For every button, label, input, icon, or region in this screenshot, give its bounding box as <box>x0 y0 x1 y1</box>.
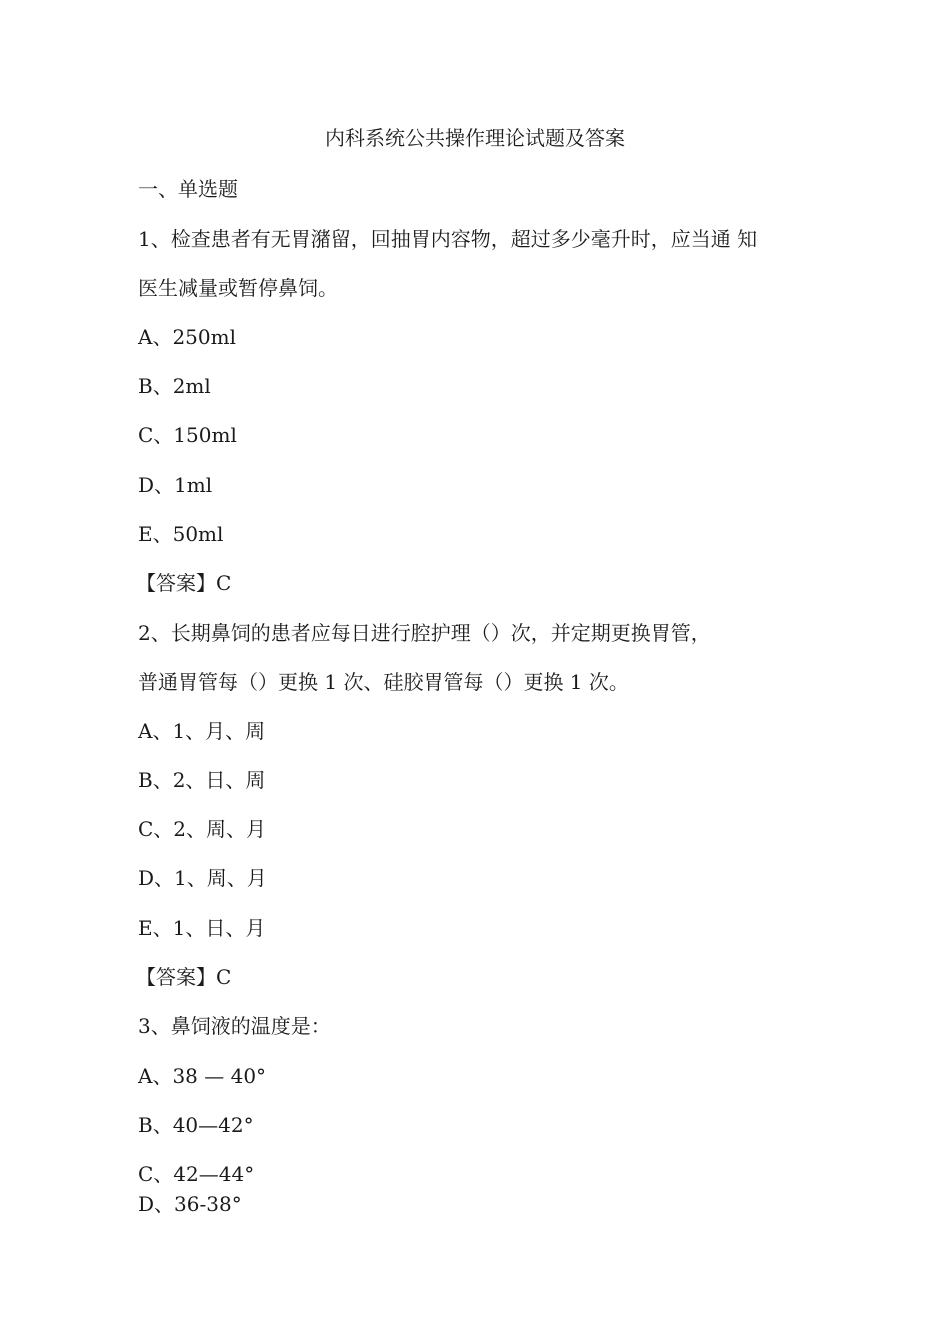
question-2-answer: 【答案】C <box>136 965 232 989</box>
question-3-option-a: A、38 — 40° <box>138 1064 267 1088</box>
document-title: 内科系统公共操作理论试题及答案 <box>325 126 625 150</box>
question-2-option-e: E、1、日、月 <box>138 916 266 940</box>
question-1-option-d: D、1ml <box>138 473 213 497</box>
question-3-option-c: C、42—44° <box>138 1162 255 1186</box>
question-2-option-c: C、2、周、月 <box>138 817 267 841</box>
question-2-stem-line-2: 普通胃管每（）更换 1 次、硅胶胃管每（）更换 1 次。 <box>138 670 629 694</box>
question-1-stem-line-2: 医生减量或暂停鼻饲。 <box>138 276 338 300</box>
question-3-stem: 3、鼻饲液的温度是： <box>138 1014 331 1038</box>
question-1-stem-line-1: 1、检查患者有无胃潴留，回抽胃内容物，超过多少毫升时，应当通 知 <box>138 227 758 251</box>
question-1-option-a: A、250ml <box>138 325 236 349</box>
question-2-option-b: B、2、日、周 <box>138 768 266 792</box>
question-1-option-b: B、2ml <box>138 374 211 398</box>
question-2-option-d: D、1、周、月 <box>138 866 267 890</box>
question-1-option-c: C、150ml <box>138 423 237 447</box>
section-heading: 一、单选题 <box>138 177 238 201</box>
question-1-option-e: E、50ml <box>138 522 224 546</box>
question-3-option-d: D、36-38° <box>138 1192 242 1216</box>
question-3-option-b: B、40—42° <box>138 1113 254 1137</box>
question-2-stem-line-1: 2、长期鼻饲的患者应每日进行腔护理（）次，并定期更换胃管， <box>138 621 711 645</box>
question-1-answer: 【答案】C <box>136 571 232 595</box>
question-2-option-a: A、1、月、周 <box>138 719 266 743</box>
